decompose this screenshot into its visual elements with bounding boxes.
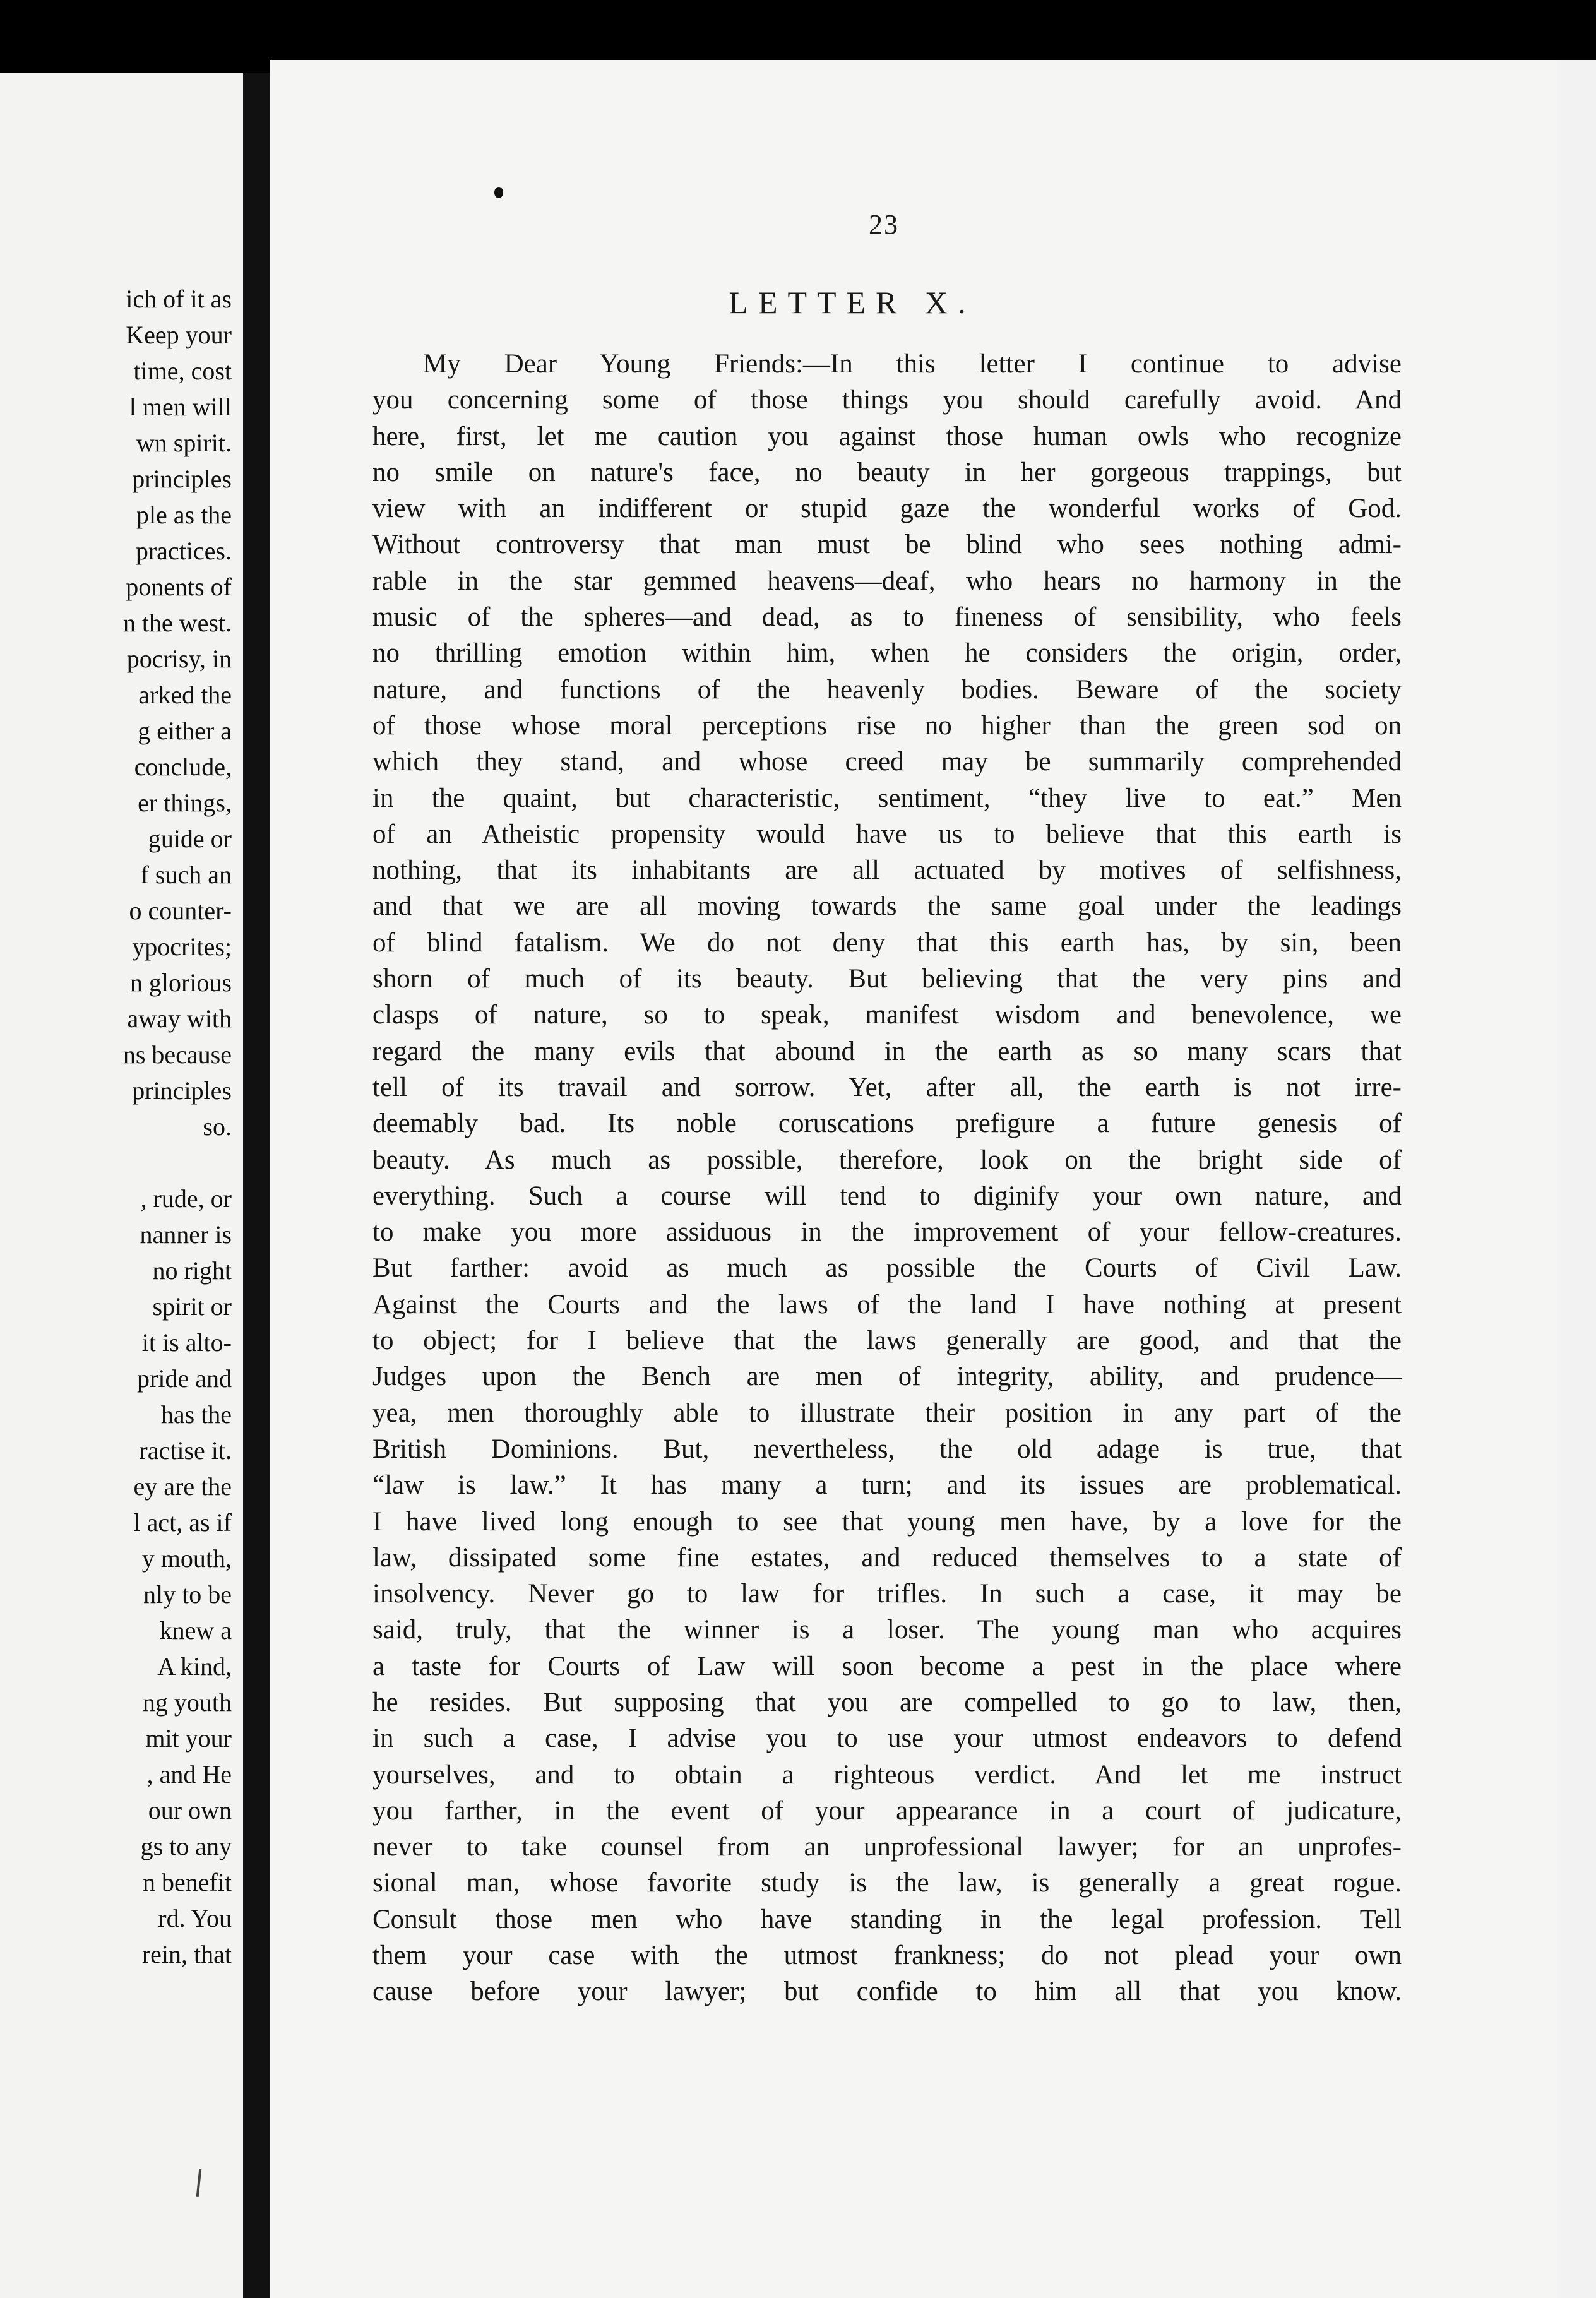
left-page-line: has the <box>160 1400 232 1429</box>
left-page-line: away with <box>127 1004 232 1033</box>
left-page-line: ng youth <box>142 1688 232 1717</box>
text-line: said, truly, that the winner is a loser. The young man who acquires <box>372 1615 1402 1645</box>
left-page <box>0 73 243 2298</box>
left-page-line: spirit or <box>152 1292 232 1321</box>
page-number: 23 <box>869 209 899 240</box>
text-line: British Dominions. But, nevertheless, the old adage is true, that <box>372 1434 1402 1464</box>
left-page-line: arked the <box>138 681 232 709</box>
text-line: no thrilling emotion within him, when he considers the origin, order, <box>372 638 1402 669</box>
text-line: you farther, in the event of your appearance in a court of judicature, <box>372 1795 1402 1826</box>
left-page-line: knew a <box>159 1616 232 1645</box>
text-line: to object; for I believe that the laws generally are good, and that the <box>372 1326 1402 1356</box>
text-line: But farther: avoid as much as possible the Courts of Civil Law. <box>372 1253 1402 1283</box>
left-page-line: our own <box>148 1796 232 1825</box>
text-line: clasps of nature, so to speak, manifest wisdom and benevolence, we <box>372 1000 1402 1030</box>
left-page-line: no right <box>152 1256 232 1285</box>
left-page-line: n the west. <box>122 609 232 637</box>
text-line: of an Atheistic propensity would have us to believe that this earth is <box>372 819 1402 849</box>
text-line: here, first, let me caution you against those human owls who recognize <box>372 421 1402 451</box>
left-page-line: wn spirit. <box>136 429 232 457</box>
left-page-line: it is alto- <box>141 1328 232 1357</box>
text-line: he resides. But supposing that you are compelled to go to law, then, <box>372 1687 1402 1717</box>
text-line: everything. Such a course will tend to diginify your own nature, and <box>372 1181 1402 1211</box>
text-line: view with an indifferent or stupid gaze the wonderful works of God. <box>372 494 1402 524</box>
left-page-line: er things, <box>138 789 232 817</box>
letter-title: LETTER X. <box>729 285 976 320</box>
text-line: cause before your lawyer; but confide to him all that you know. <box>372 1977 1402 2007</box>
text-line: sional man, whose favorite study is the law, is generally a great rogue. <box>372 1868 1402 1898</box>
left-page-line: ponents of <box>126 573 232 601</box>
text-line: Against the Courts and the laws of the land I have nothing at present <box>372 1289 1402 1319</box>
page-edge <box>1557 60 1596 2298</box>
left-page-line: nanner is <box>140 1220 232 1249</box>
left-page-line: rein, that <box>141 1940 232 1968</box>
ink-dot <box>494 187 503 198</box>
left-page-line: nly to be <box>143 1580 232 1609</box>
text-line: you concerning some of those things you should carefully avoid. And <box>372 385 1402 415</box>
text-line: shorn of much of its beauty. But believing that the very pins and <box>372 964 1402 994</box>
left-page-line: time, cost <box>133 357 232 385</box>
left-page-line: mit your <box>145 1724 232 1753</box>
text-line: in the quaint, but characteristic, sentiment, “they live to eat.” Men <box>372 783 1402 813</box>
left-page-line: g either a <box>138 717 232 745</box>
left-page-line: principles <box>132 465 232 493</box>
text-line: regard the many evils that abound in the earth as so many scars that <box>372 1036 1402 1066</box>
text-line: of those whose moral perceptions rise no higher than the green sod on <box>372 710 1402 741</box>
left-page-line: ple as the <box>136 501 232 529</box>
left-page-line: rd. You <box>158 1904 232 1932</box>
text-line: music of the spheres—and dead, as to fineness of sensibility, who feels <box>372 602 1402 633</box>
left-page-line <box>4 1145 232 1181</box>
left-page-line: pride and <box>137 1364 232 1393</box>
left-page-text <box>4 281 232 1972</box>
left-page-line: so. <box>203 1112 232 1141</box>
text-line: never to take counsel from an unprofessional lawyer; for an unprofes- <box>372 1832 1402 1862</box>
left-page-line: n benefit <box>142 1868 232 1896</box>
text-line: deemably bad. Its noble coruscations prefigure a future genesis of <box>372 1109 1402 1139</box>
left-page-line: A kind, <box>157 1652 232 1681</box>
text-line: rable in the star gemmed heavens—deaf, who hears no harmony in the <box>372 566 1402 596</box>
text-line: insolvency. Never go to law for trifles. In such a case, it may be <box>372 1579 1402 1609</box>
text-line: nothing, that its inhabitants are all actuated by motives of selfishness, <box>372 855 1402 886</box>
text-line: Judges upon the Bench are men of integrity, ability, and prudence— <box>372 1362 1402 1392</box>
text-line: of blind fatalism. We do not deny that this earth has, by sin, been <box>372 927 1402 958</box>
left-page-line: conclude, <box>134 753 232 781</box>
left-page-line: pocrisy, in <box>126 645 232 673</box>
text-line: in such a case, I advise you to use your utmost endeavors to defend <box>372 1724 1402 1754</box>
text-line: a taste for Courts of Law will soon become a pest in the place where <box>372 1651 1402 1681</box>
left-page-line: n glorious <box>129 968 232 997</box>
text-line: tell of its travail and sorrow. Yet, after all, the earth is not irre- <box>372 1072 1402 1102</box>
left-page-line: ractise it. <box>139 1436 232 1465</box>
book-gutter <box>243 73 270 2298</box>
left-page-line: , and He <box>146 1760 232 1789</box>
letter-body <box>372 346 1402 2010</box>
text-line: My Dear Young Friends:—In this letter I continue to advise <box>423 349 1402 379</box>
left-page-line: guide or <box>148 825 232 853</box>
left-page-line: l men will <box>129 393 232 421</box>
left-page-line: o counter- <box>129 896 232 925</box>
text-line: to make you more assiduous in the improvement of your fellow-creatures. <box>372 1217 1402 1247</box>
left-page-line: gs to any <box>140 1832 232 1860</box>
left-page-line: l act, as if <box>133 1508 232 1537</box>
text-line: Consult those men who have standing in the legal profession. Tell <box>372 1904 1402 1934</box>
text-line: and that we are all moving towards the same goal under the leadings <box>372 891 1402 922</box>
text-line: yourselves, and to obtain a righteous verdict. And let me instruct <box>372 1759 1402 1790</box>
text-line: yea, men thoroughly able to illustrate their position in any part of the <box>372 1398 1402 1428</box>
left-page-line: principles <box>132 1076 232 1105</box>
text-line: beauty. As much as possible, therefore, look on the bright side of <box>372 1145 1402 1175</box>
text-line: law, dissipated some fine estates, and reduced themselves to a state of <box>372 1542 1402 1573</box>
text-line: I have lived long enough to see that young men have, by a love for the <box>372 1506 1402 1537</box>
left-page-line: ey are the <box>133 1472 232 1501</box>
text-line: “law is law.” It has many a turn; and its issues are problematical. <box>372 1470 1402 1501</box>
text-line: Without controversy that man must be blind who sees nothing admi- <box>372 530 1402 560</box>
text-line: them your case with the utmost frankness; do not plead your own <box>372 1941 1402 1971</box>
left-page-line: ns because <box>122 1040 232 1069</box>
left-page-line: Keep your <box>126 321 232 349</box>
text-line: no smile on nature's face, no beauty in her gorgeous trappings, but <box>372 457 1402 487</box>
left-page-line: practices. <box>135 537 232 565</box>
left-page-line: ich of it as <box>126 285 232 313</box>
left-page-line: , rude, or <box>140 1184 232 1213</box>
pencil-mark <box>196 2169 202 2197</box>
text-line: which they stand, and whose creed may be summarily comprehended <box>372 747 1402 777</box>
text-line: nature, and functions of the heavenly bodies. Beware of the society <box>372 674 1402 705</box>
left-page-line: ypocrites; <box>132 932 232 961</box>
left-page-line: y mouth, <box>141 1544 232 1573</box>
left-page-line: f such an <box>140 860 232 889</box>
